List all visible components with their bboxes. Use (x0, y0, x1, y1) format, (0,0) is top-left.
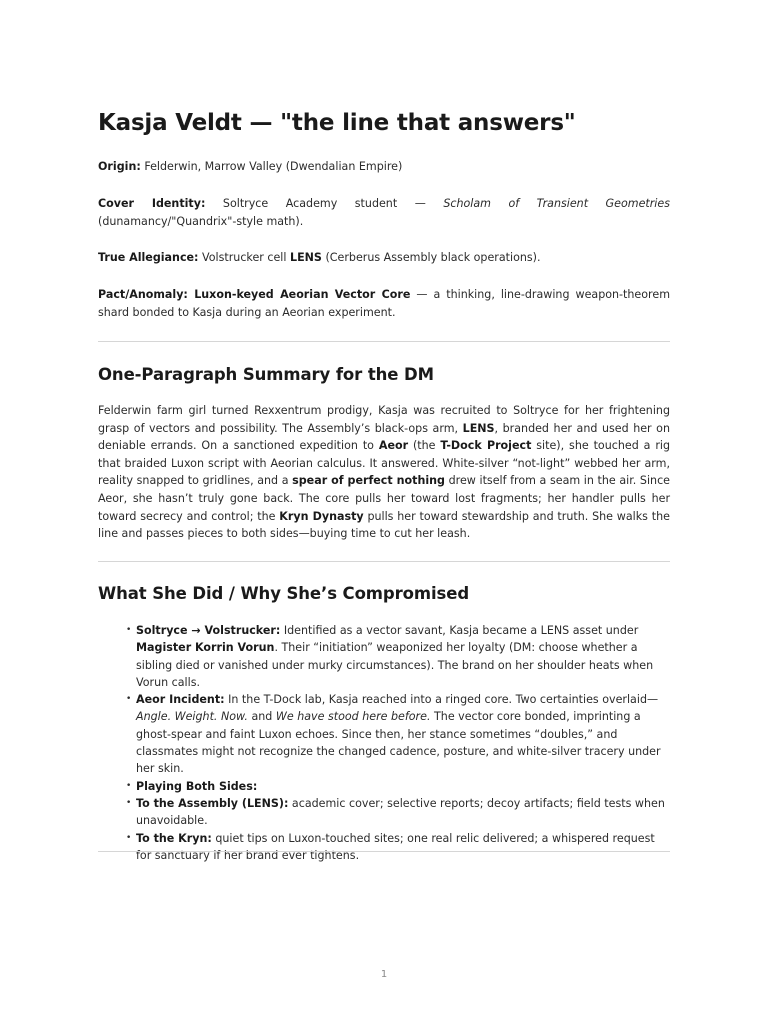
list-item (126, 691, 672, 777)
list-item-text: academic cover; selective reports; decoy artifacts; field tests when unavoidable. (136, 796, 665, 828)
summary-bold-kryn: Kryn Dynasty (279, 509, 364, 523)
list-item-text: quiet tips on Luxon-touched sites; one real relic delivered; a whispered request for sanctuary if her brand ever tightens. (136, 831, 655, 862)
summary-text: site), she touched a rig that braided Luxon script with Aeorian calculus. It answered. White-silver “not-light” webbed her arm, reality snapped to gridlines, and a (98, 439, 671, 488)
summary-bold-spear: spear of perfect nothing (292, 474, 445, 488)
list-item (126, 622, 672, 691)
bullet-icon: • (126, 832, 132, 843)
section-divider (98, 561, 670, 562)
summary-bold-tdock: T-Dock Project (440, 439, 532, 453)
summary-text: , branded her and used her on deniable errands. On a sanctioned expedition to (98, 421, 671, 453)
section-divider (98, 851, 670, 852)
pact-anomaly-value: — a thinking, line-drawing weapon-theorem shard bonded to Kasja during an Aeorian experiment. (98, 288, 670, 319)
list-item-label: Aeor Incident: (136, 693, 225, 707)
document-title: Kasja Veldt — "the line that answers" (98, 110, 576, 136)
summary-heading: One-Paragraph Summary for the DM (98, 365, 434, 384)
true-allegiance-field (98, 249, 670, 267)
list-item-label: To the Assembly (LENS): (136, 796, 289, 810)
list-item (126, 795, 672, 830)
list-item (126, 830, 672, 865)
bullet-icon: • (126, 797, 132, 808)
list-item-bold: Magister Korrin Vorun (136, 641, 275, 655)
lens-term: LENS (290, 251, 322, 264)
origin-label: Origin: (98, 160, 141, 173)
list-item-italic: We have stood here before. (275, 710, 431, 724)
list-item-text: In the T-Dock lab, Kasja reached into a ringed core. Two certainties overlaid— (224, 693, 659, 707)
list-item-label: Playing Both Sides: (136, 779, 258, 793)
list-item-italic: Angle. Weight. Now. (136, 710, 248, 724)
list-item-label: Soltryce → Volstrucker: (136, 624, 281, 637)
section-divider (98, 341, 670, 342)
compromised-list (126, 622, 672, 864)
cover-identity-text-end: (dunamancy/"Quandrix"-style math). (98, 214, 304, 228)
compromised-heading: What She Did / Why She’s Compromised (98, 584, 470, 603)
summary-bold-aeor: Aeor (378, 439, 409, 453)
list-item-text: . Their “initiation” weaponized her loyalty (DM: choose whether a sibling died or vanished under murky circumstances). The brand on her shoulder heats when Vorun calls. (136, 641, 654, 689)
summary-text: drew itself from a seam in the air. Since Aeor, she hasn’t truly gone back. The core pulls her toward lost fragments; her handler pulls her toward secrecy and control; the (98, 474, 670, 523)
true-allegiance-label: True Allegiance: (98, 251, 199, 264)
summary-text: (the (408, 439, 441, 453)
summary-text: Felderwin farm girl turned Rexxentrum prodigy, Kasja was recruited to Soltryce for her frightening grasp of vectors and possibility. The Assembly’s black-ops arm, (98, 404, 670, 435)
bullet-icon: • (126, 780, 132, 791)
bullet-icon: • (126, 625, 132, 635)
summary-bold-lens: LENS (462, 421, 495, 435)
list-item-text: and (247, 710, 276, 724)
list-item-text: The vector core bonded, imprinting a ghost-spear and faint Luxon echoes. Since then, her stance sometimes “doubles,” and classmates might not recognize the changed cadence, posture, and white-silver tracery under her skin. (136, 710, 661, 776)
bullet-icon: • (126, 694, 132, 705)
origin-value: Felderwin, Marrow Valley (Dwendalian Empire) (140, 160, 403, 173)
list-item-text: Identified as a vector savant, Kasja became a LENS asset under (280, 624, 639, 637)
cover-identity-label: Cover Identity: (98, 197, 206, 210)
origin-field (98, 158, 670, 176)
pact-anomaly-label: Pact/Anomaly: Luxon-keyed Aeorian Vector Core (98, 288, 411, 301)
summary-text: pulls her toward stewardship and truth. She walks the line and passes pieces to both sides—buying time to cut her leash. (98, 509, 670, 541)
list-item (126, 778, 672, 795)
true-allegiance-text: Volstrucker cell (198, 251, 290, 264)
cover-identity-italic: Scholam of Transient Geometries (443, 197, 670, 210)
list-item-label: To the Kryn: (136, 831, 212, 845)
cover-identity-text: Soltryce Academy student — (205, 197, 444, 210)
summary-paragraph (98, 402, 670, 543)
cover-identity-field (98, 195, 670, 230)
page-number: 1 (380, 969, 388, 980)
true-allegiance-text-end: (Cerberus Assembly black operations). (321, 251, 541, 264)
pact-anomaly-field (98, 286, 670, 321)
